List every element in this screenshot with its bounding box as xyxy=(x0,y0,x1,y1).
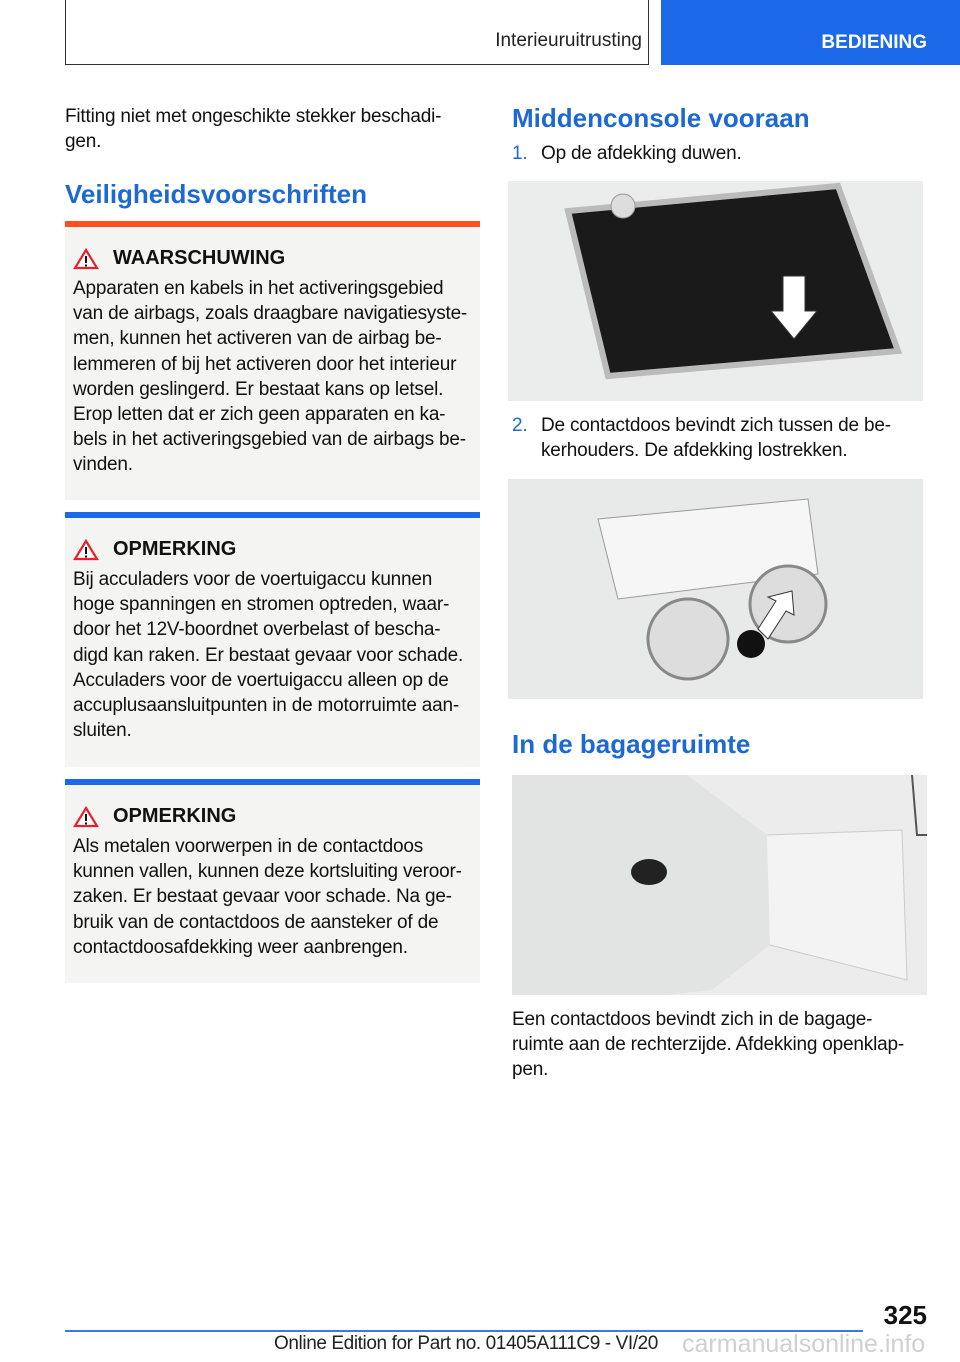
warning-triangle-icon xyxy=(73,539,99,561)
text-line: Acculaders voor de voertuigaccu alleen op de xyxy=(73,669,449,691)
step-number: 1. xyxy=(512,143,528,164)
console-illustration xyxy=(508,181,923,401)
step-text: De contactdoos bevindt zich tussen de be- xyxy=(541,415,891,436)
text-line: bels in het activeringsgebied van de airbags be- xyxy=(73,429,466,451)
text-line: van de airbags, zoals draagbare navigatiesyste- xyxy=(73,303,468,325)
step-number: 2. xyxy=(512,415,528,436)
text-line: pen. xyxy=(512,1059,549,1081)
section-heading: Veiligheidsvoorschriften xyxy=(65,179,367,209)
notice-title-text: WAARSCHUWING xyxy=(113,247,286,269)
notice-title-text: OPMERKING xyxy=(113,805,237,827)
luggage-description xyxy=(512,1007,927,1083)
text-line: Erop letten dat er zich geen apparaten en ka- xyxy=(73,404,446,426)
text-line: contactdoosafdekking weer aanbrengen. xyxy=(73,936,408,958)
step-text: kerhouders. De afdekking lostrekken. xyxy=(541,440,848,462)
watermark[interactable]: carmanualsonline.info xyxy=(682,1330,926,1358)
page-number: 325 xyxy=(883,1300,927,1330)
note-notice xyxy=(65,518,480,767)
text-line: gen. xyxy=(65,131,102,153)
luggage-compartment-socket-image xyxy=(512,775,927,995)
text-line: digd kan raken. Er bestaat gevaar voor schade. xyxy=(73,644,464,666)
section-heading: Middenconsole vooraan xyxy=(512,103,810,133)
section-heading: In de bagageruimte xyxy=(512,729,751,759)
text-line: Fitting niet met ongeschikte stekker beschadi- xyxy=(65,106,442,127)
text-line: Als metalen voorwerpen in de contactdoos xyxy=(73,836,424,857)
notice-body xyxy=(73,276,472,478)
edition-text: Online Edition for Part no. 01405A111C9 - VI/20 xyxy=(274,1333,658,1354)
step-text: Op de afdekking duwen. xyxy=(541,143,742,164)
step-2 xyxy=(512,413,927,463)
text-line: vinden. xyxy=(73,454,133,476)
warning-triangle-icon xyxy=(73,806,99,828)
socket-between-cupholders-image xyxy=(508,479,923,699)
notice-body xyxy=(73,834,472,960)
text-line: Bij acculaders voor de voertuigaccu kunnen xyxy=(73,569,433,590)
notice-title xyxy=(73,247,472,270)
text-line: ruimte aan de rechterzijde. Afdekking openklap- xyxy=(512,1034,904,1056)
text-line: accuplusaansluitpunten in de motorruimte aan- xyxy=(73,695,460,717)
text-line: door het 12V-boordnet overbelast of bescha- xyxy=(73,619,441,641)
text-line: sluiten. xyxy=(73,720,132,742)
section-title: Interieuruitrusting xyxy=(495,30,642,51)
note-notice xyxy=(65,785,480,983)
intro-text xyxy=(65,104,480,154)
text-line: worden geslingerd. Er bestaat kans op letsel. xyxy=(73,378,444,400)
trunk-illustration xyxy=(512,775,927,995)
notice-title-text: OPMERKING xyxy=(113,538,237,560)
notice-title xyxy=(73,538,472,561)
chapter-tab[interactable]: BEDIENING xyxy=(661,0,960,65)
text-line: zaken. Er bestaat gevaar voor schade. Na ge- xyxy=(73,886,452,908)
text-line: men, kunnen het activeren van de airbag be- xyxy=(73,328,442,350)
cupholder-illustration xyxy=(508,479,923,699)
step-1 xyxy=(512,141,742,166)
text-line: hoge spanningen en stromen optreden, waar- xyxy=(73,594,450,616)
text-line: lemmeren of bij het activeren door het interieur xyxy=(73,353,457,375)
text-line: bruik van de contactdoos de aansteker of de xyxy=(73,911,439,933)
text-line: kunnen vallen, kunnen deze kortsluiting veroor- xyxy=(73,861,462,883)
notice-body xyxy=(73,567,472,743)
warning-notice xyxy=(65,227,480,500)
text-line: Een contactdoos bevindt zich in de bagage- xyxy=(512,1009,873,1030)
text-line: Apparaten en kabels in het activeringsgebied xyxy=(73,278,444,299)
warning-triangle-icon xyxy=(73,248,99,270)
console-cover-image xyxy=(508,181,923,401)
notice-title xyxy=(73,805,472,828)
